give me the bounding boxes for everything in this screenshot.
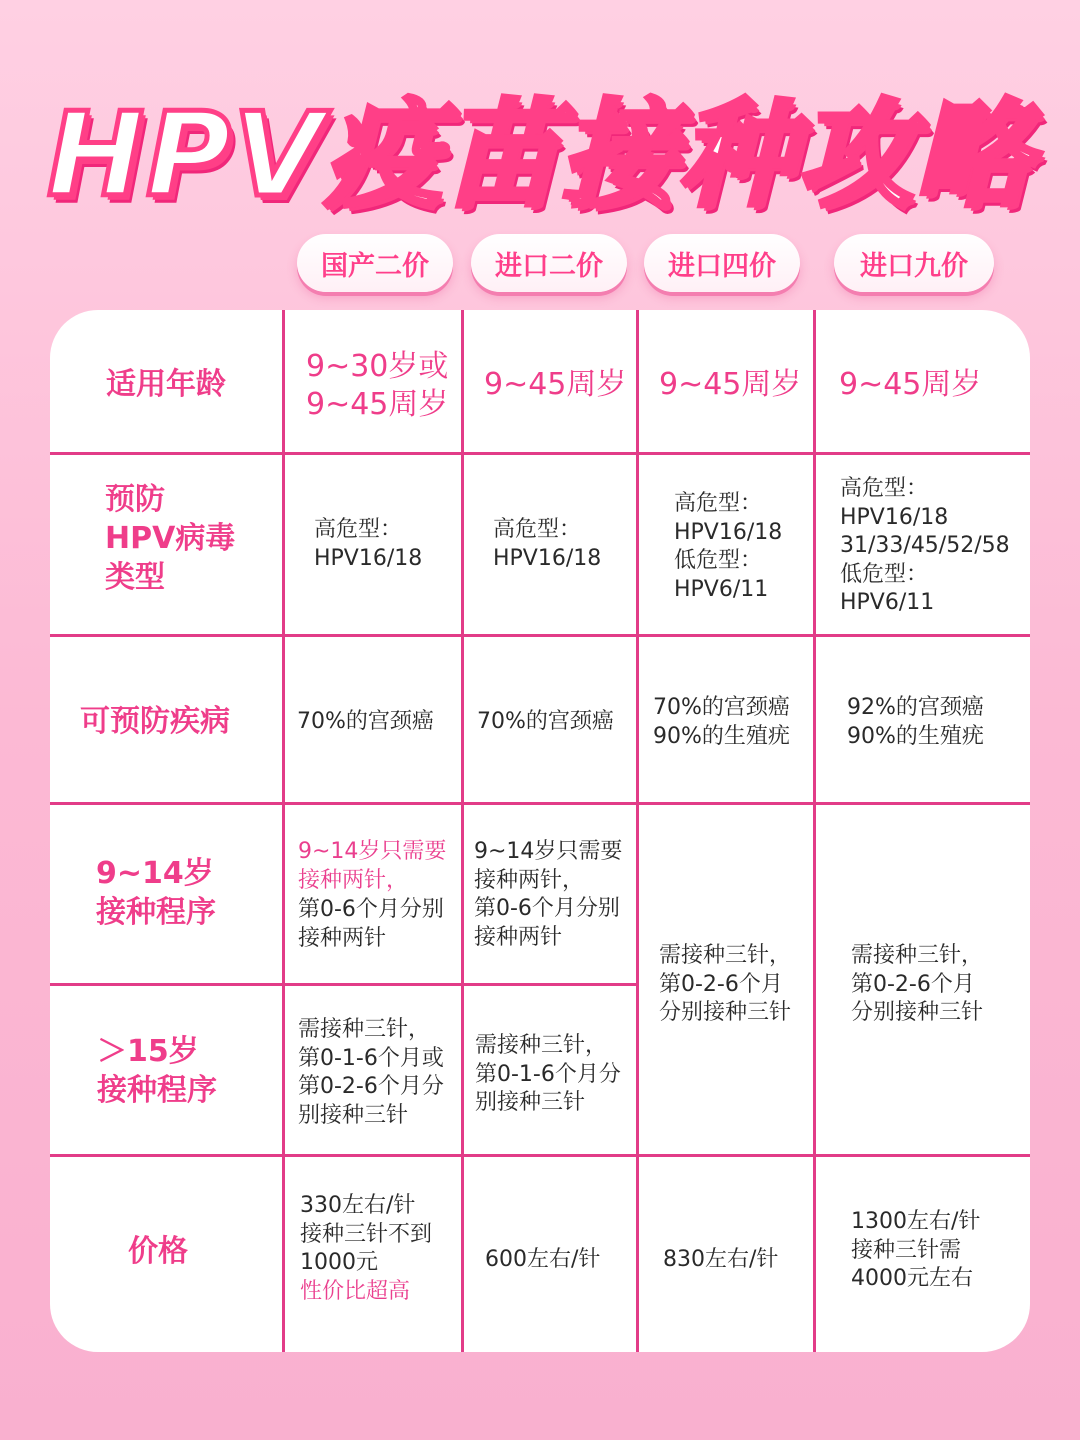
diseases-domestic-bivalent: 70%的宫颈癌 — [297, 709, 434, 734]
types-domestic-bivalent: 高危型： HPV16/18 — [314, 517, 423, 571]
schedule-9-14-imported-bivalent: 9~14岁只需要 接种两针， 第0-6个月分别 接种两针 — [474, 839, 623, 950]
price-imported-bivalent: 600左右/针 — [485, 1247, 601, 1272]
page-title: HPV疫苗接种攻略 — [47, 88, 1033, 223]
types-imported-quadrivalent: 高危型： HPV16/18 低危型： HPV6/11 — [674, 491, 783, 602]
price-domestic-highlight: 性价比超高 — [300, 1279, 411, 1304]
age-imported-quadrivalent: 9~45周岁 — [659, 367, 802, 402]
comparison-table — [50, 310, 1030, 1352]
age-domestic-bivalent: 9~30岁或 9~45周岁 — [306, 349, 449, 422]
schedule-imported-quadrivalent: 需接种三针， 第0-2-6个月 分别接种三针 — [659, 943, 792, 1026]
row-label-price: 价格 — [128, 1234, 188, 1269]
row-label-schedule-9-14: 9~14岁 接种程序 — [96, 856, 216, 930]
tab-imported-nonavalent: 进口九价 — [834, 234, 994, 292]
diseases-imported-quadrivalent: 70%的宫颈癌 90%的生殖疣 — [653, 695, 790, 749]
age-imported-nonavalent: 9~45周岁 — [839, 367, 982, 402]
schedule-9-14-domestic-text: 第0-6个月分别 接种两针 — [298, 897, 444, 951]
price-imported-quadrivalent: 830左右/针 — [663, 1247, 779, 1272]
schedule-15-imported-bivalent: 需接种三针， 第0-1-6个月分 别接种三针 — [475, 1033, 621, 1116]
row-label-types: 预防 HPV病毒 类型 — [105, 482, 236, 595]
row-label-age: 适用年龄 — [106, 367, 226, 402]
row-label-schedule-15: ＞15岁 接种程序 — [97, 1034, 217, 1108]
types-imported-nonavalent: 高危型： HPV16/18 31/33/45/52/58 低危型： HPV6/11 — [840, 476, 1010, 616]
diseases-imported-nonavalent: 92%的宫颈癌 90%的生殖疣 — [847, 695, 984, 749]
row-label-diseases: 可预防疾病 — [80, 704, 230, 739]
schedule-imported-nonavalent: 需接种三针， 第0-2-6个月 分别接种三针 — [851, 943, 984, 1026]
schedule-9-14-domestic-highlight: 9~14岁只需要 接种两针， — [298, 839, 447, 893]
tab-domestic-bivalent: 国产二价 — [297, 234, 453, 292]
schedule-15-domestic-bivalent: 需接种三针， 第0-1-6个月或 第0-2-6个月分 别接种三针 — [298, 1017, 444, 1128]
tab-imported-bivalent: 进口二价 — [471, 234, 627, 292]
types-imported-bivalent: 高危型： HPV16/18 — [493, 517, 602, 571]
price-domestic-text: 330左右/针 接种三针不到 1000元 — [300, 1193, 433, 1276]
diseases-imported-bivalent: 70%的宫颈癌 — [477, 709, 614, 734]
age-imported-bivalent: 9~45周岁 — [484, 367, 627, 402]
price-imported-nonavalent: 1300左右/针 接种三针需 4000元左右 — [851, 1209, 981, 1292]
tab-imported-quadrivalent: 进口四价 — [644, 234, 800, 292]
